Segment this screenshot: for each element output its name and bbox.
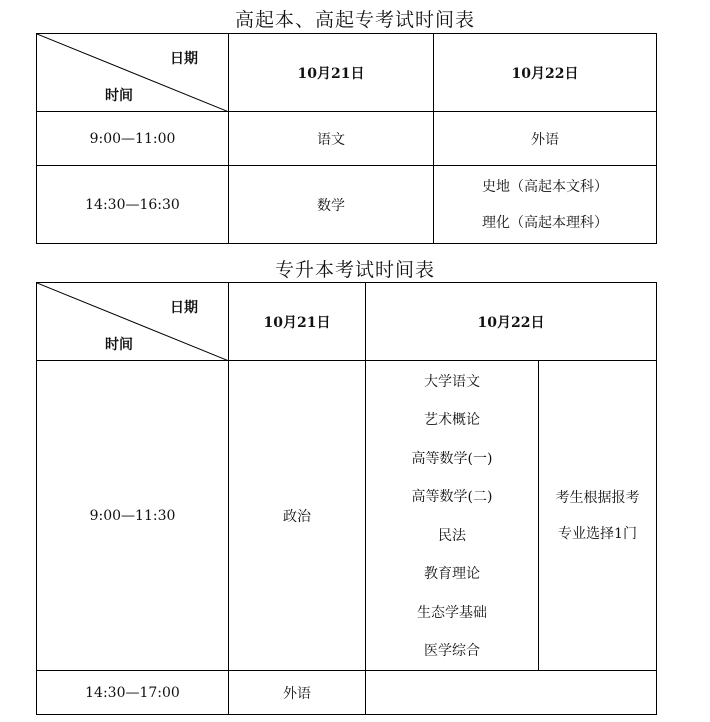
exam-schedule-table-1 (36, 33, 657, 244)
exam-schedule-table-2 (36, 282, 657, 715)
subject-item: 高等数学(二) (411, 489, 493, 506)
date-label: 日期 (170, 51, 198, 67)
date-header: 10月22日 (434, 34, 657, 112)
subject-item: 史地（高起本文科） (482, 178, 608, 195)
subject-item: 理化（高起本理科） (482, 214, 608, 231)
subject-list-cell (366, 361, 539, 671)
subject-cell: 数学 (229, 166, 434, 244)
empty-cell (366, 671, 657, 715)
diagonal-divider (37, 283, 229, 361)
date-label: 日期 (170, 300, 198, 316)
table2-title: 专升本考试时间表 (274, 259, 435, 281)
time-cell: 9:00—11:00 (37, 112, 229, 166)
selection-note-cell (539, 361, 657, 671)
subject-item: 民法 (438, 527, 466, 544)
corner-header-cell (37, 34, 229, 112)
corner-header-cell (37, 283, 229, 361)
subject-cell: 外语 (434, 112, 657, 166)
subject-cell: 政治 (229, 361, 366, 671)
subject-cell: 语文 (229, 112, 434, 166)
time-label: 时间 (105, 88, 133, 104)
note-line: 专业选择1门 (558, 525, 637, 542)
subject-cell (434, 166, 657, 244)
date-header: 10月21日 (229, 283, 366, 361)
table1-title: 高起本、高起专考试时间表 (234, 9, 475, 31)
time-cell: 14:30—17:00 (37, 671, 229, 715)
note-line: 考生根据报考 (555, 489, 640, 506)
subject-cell: 外语 (229, 671, 366, 715)
subject-item: 教育理论 (424, 566, 480, 583)
subject-item: 生态学基础 (417, 604, 487, 621)
subject-item: 医学综合 (424, 643, 480, 660)
time-cell: 14:30—16:30 (37, 166, 229, 244)
subject-item: 高等数学(一) (411, 450, 493, 467)
time-cell: 9:00—11:30 (37, 361, 229, 671)
subject-item: 大学语文 (424, 373, 480, 390)
date-header: 10月21日 (229, 34, 434, 112)
subject-item: 艺术概论 (424, 412, 480, 429)
date-header: 10月22日 (366, 283, 657, 361)
diagonal-divider (37, 34, 229, 112)
time-label: 时间 (105, 337, 133, 353)
